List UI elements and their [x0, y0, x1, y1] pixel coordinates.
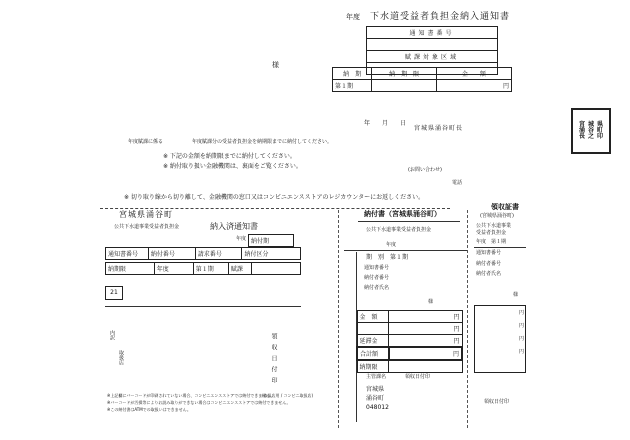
left-slip-breakdown: 内訳: [109, 330, 115, 340]
pay-row-amount: [436, 80, 511, 92]
right-tsuuchi-label: 通知書番号: [476, 250, 502, 256]
mid-slip-period: 期 別 第１期: [366, 254, 409, 261]
right-slip-desc1: 公共下水道事業: [476, 223, 512, 229]
left-slip-divider: [105, 306, 301, 307]
mid-issuer-3: 048012: [366, 404, 389, 411]
left-nendo2-label: 年度: [154, 263, 193, 275]
left-corner-note: (取扱店用 / コンビニ取扱店): [262, 393, 314, 398]
mid-tsuuchi-label: 通知書番号: [364, 265, 390, 271]
left-slip-number: 21: [110, 289, 118, 296]
right-slip-nendo: 年度 第１期: [476, 239, 507, 245]
mid-goukei-label: 合計額: [357, 347, 389, 360]
fiscal-year-label: 年度: [346, 13, 360, 21]
right-ryoshu-stamp: 領収日付印: [484, 399, 510, 405]
mid-slip-subtitle: 公共下水道事業受益者負担金: [366, 227, 432, 233]
mid-yen-3: 円: [453, 338, 460, 345]
right-slip-desc2: 受益者負担金: [476, 230, 507, 236]
mid-slip-title: 納付書（宮城県涌谷町）: [364, 210, 441, 218]
left-fuka-label: 賦課: [228, 263, 251, 275]
right-yen-1: 円: [519, 310, 525, 316]
left-slip-id-table: [105, 247, 301, 260]
right-divider-1: [474, 247, 526, 248]
right-nofu-name-label: 納付者氏名: [476, 271, 502, 277]
official-seal-stamp: 宮 城 県 涌 谷 町 長 之 印: [571, 108, 611, 154]
pay-row-period: 第１期: [333, 80, 372, 92]
mid-title-underline: [358, 221, 460, 222]
mid-shumeika-label: 主管課名: [366, 374, 387, 380]
mid-kingaku-value: [389, 311, 463, 323]
mid-yen-1: 円: [453, 314, 460, 321]
mid-blank-row: [357, 323, 389, 335]
phone-label: 電話: [452, 180, 463, 186]
notice-date: 年 月 日: [364, 120, 407, 127]
mid-issuer-2: 涌谷町: [366, 395, 385, 402]
pay-col-period: 納 期: [333, 68, 372, 80]
mid-kingaku-label: 金 額: [357, 311, 389, 323]
left-slip-number-box: [105, 286, 123, 300]
mid-blank-value: [389, 323, 463, 335]
left-slip-due-table: [105, 262, 301, 275]
pay-col-amount: 金 額: [436, 68, 511, 80]
left-seikyu-label: 請求番号: [195, 248, 242, 260]
mid-entai-label: 延滞金: [357, 335, 389, 348]
left-slip-period-label: 納付期: [249, 235, 294, 247]
right-slip-subtitle: (宮城県涌谷町): [480, 213, 514, 219]
right-yen-2: 円: [519, 323, 525, 329]
left-tsuuchi-label: 通知書番号: [106, 248, 149, 260]
mid-amount-table: [356, 310, 463, 373]
left-nokigen-label: 納期限: [106, 263, 155, 275]
left-footnote-1: ※上記欄にバーコードが印刷されていない場合、コンビニエンスストアでは納付できません。: [107, 393, 275, 398]
left-slip-title: 納入済通知書: [210, 222, 258, 231]
cut-line-horizontal: [100, 208, 450, 209]
right-yen-3: 円: [519, 336, 525, 342]
mid-divider-1: [344, 250, 467, 251]
notice-number-value: [367, 39, 498, 51]
inquiry-label: (お問い合わせ): [408, 167, 442, 173]
cut-instruction: ※ 切り取り線から切り離して、金融機関の窓口又はコンビニエンスストアのレジカウンターにお返しください。: [124, 194, 425, 201]
mid-entai-value: [389, 335, 463, 348]
note-deadline: ※ 下記の金額を納期限までに納付してください。: [163, 153, 296, 160]
pay-row-yen: 円: [502, 83, 509, 90]
right-nofu-no-label: 納付者番号: [476, 261, 502, 267]
notice-title: 下水道受益者負担金納入通知書: [370, 12, 511, 22]
mid-ryoshu-stamp: 領収日付印: [405, 374, 431, 380]
mid-yen-2: 円: [453, 326, 460, 333]
mid-yen-4: 円: [452, 351, 459, 358]
mid-goukei-value: [389, 347, 463, 360]
addressee-honorific: 様: [272, 61, 279, 69]
issuer-name: 宮城県涌谷町長: [414, 125, 464, 132]
pay-row-deadline: [372, 80, 436, 92]
left-due-value: [252, 263, 301, 275]
payment-schedule-table: [332, 67, 512, 92]
cut-line-1: [338, 210, 339, 428]
right-yen-4: 円: [519, 349, 525, 355]
right-sama: 様: [513, 292, 519, 298]
levy-area-label: 賦課対象区域: [367, 51, 498, 63]
info-pay-instruction: 年度賦課分の受益者負担金を納期限までに納付してください。: [192, 139, 333, 145]
mid-nokigen-value: [389, 360, 463, 373]
pay-col-deadline: 納 期 限: [372, 68, 436, 80]
left-slip-period-box: [248, 234, 294, 247]
mid-nofu-no-label: 納付者番号: [364, 275, 390, 281]
left-dai1ki-label: 第１期: [193, 263, 228, 275]
left-footnote-3: ※この納付書はATMでの取扱いはできません。: [107, 407, 191, 412]
left-kubun-label: 納付区分: [242, 248, 301, 260]
left-slip-bank: 取扱店: [118, 350, 124, 365]
left-slip-receipt-stamp: 領収日付印: [270, 333, 277, 388]
info-fiscal-levy: 年度賦課に係る: [128, 139, 164, 145]
left-slip-town: 宮城県涌谷町: [119, 210, 173, 219]
mid-slip-nendo: 年度: [386, 242, 397, 248]
mid-issuer-1: 宮城県: [366, 386, 385, 393]
notice-number-label: 通知書番号: [367, 27, 498, 39]
left-nofu-label: 納付番号: [148, 248, 195, 260]
left-slip-nendo: 年度: [236, 236, 247, 242]
note-banks: ※ 納付取り扱い金融機関は、裏面をご覧ください。: [163, 163, 302, 170]
mid-nofu-name-label: 納付者氏名: [364, 285, 390, 291]
mid-sama: 様: [428, 299, 434, 305]
left-slip-subtitle: 公共下水道事業受益者負担金: [114, 224, 180, 230]
mid-nokigen-label: 納期限: [357, 360, 389, 373]
right-slip-title: 領収証書: [491, 203, 519, 211]
cut-line-2: [467, 210, 468, 428]
left-footnote-2: ※バーコードが汚損等によりお読み取りができない場合はコンビニエンスストアでは納付できません。: [107, 400, 291, 405]
